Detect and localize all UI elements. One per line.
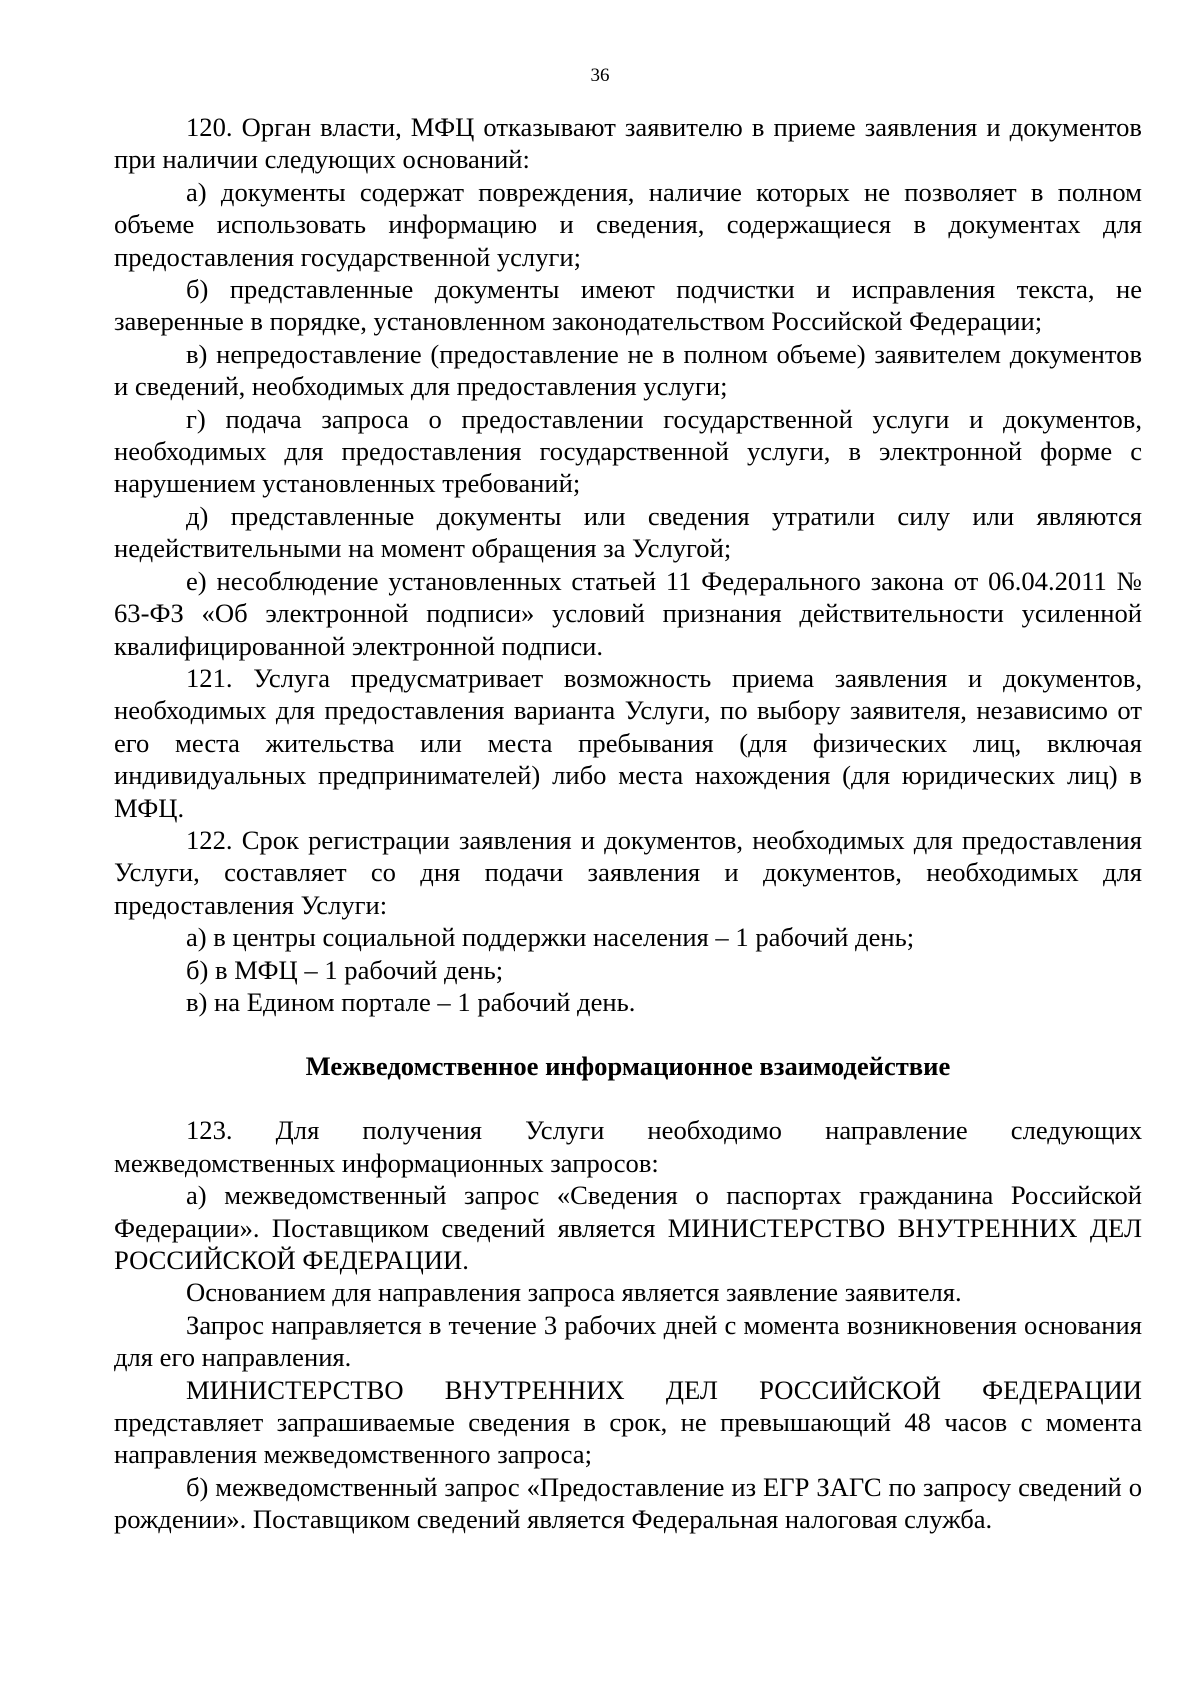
section-heading: Межведомственное информационное взаимодействие [305, 1051, 951, 1082]
page-number: 36 [590, 65, 610, 86]
paragraph-121: 121. Услуга предусматривает возможность приема заявления и документов, необходимых для предоставления варианта Услуги, по выбору заявителя, независимо от его места жительства или места пребывания (для физических лиц, включая индивидуальных предпринимателей) либо места нахождения (для юридических лиц) в МФЦ. [114, 662, 1142, 823]
paragraph-120: 120. Орган власти, МФЦ отказывают заявителю в приеме заявления и документов при наличии следующих оснований: [114, 112, 1142, 175]
paragraph-request-basis: Основанием для направления запроса является заявление заявителя. [186, 1277, 962, 1308]
paragraph-123-a: а) межведомственный запрос «Сведения о паспортах гражданина Российской Федерации». Поставщиком сведений является МИНИСТЕРСТВО ВНУТРЕННИХ ДЕЛ РОССИЙСКОЙ ФЕДЕРАЦИИ. [114, 1180, 1142, 1275]
paragraph-120-e: е) несоблюдение установленных статьей 11 Федерального закона от 06.04.2011 № 63-ФЗ «Об электронной подписи» условий признания действительности усиленной квалифицированной электронной подписи. [114, 565, 1142, 661]
paragraph-120-v: в) непредоставление (предоставление не в полном объеме) заявителем документов и сведений, необходимых для предоставления услуги; [114, 338, 1142, 402]
paragraph-122-b: б) в МФЦ – 1 рабочий день; [186, 954, 504, 985]
paragraph-request-deadline: Запрос направляется в течение 3 рабочих дней с момента возникновения основания для его направления. [114, 1309, 1142, 1373]
paragraph-120-b: б) представленные документы имеют подчистки и исправления текста, не заверенные в порядке, установленном законодательством Российской Федерации; [114, 274, 1142, 337]
paragraph-123: 123. Для получения Услуги необходимо направление следующих межведомственных информационных запросов: [114, 1115, 1142, 1178]
paragraph-response-deadline: МИНИСТЕРСТВО ВНУТРЕННИХ ДЕЛ РОССИЙСКОЙ ФЕДЕРАЦИИ представляет запрашиваемые сведения в срок, не превышающий 48 часов с момента направления межведомственного запроса; [114, 1374, 1142, 1470]
page-content [114, 111, 1142, 1536]
paragraph-123-b: б) межведомственный запрос «Предоставление из ЕГР ЗАГС по запросу сведений о рождении». Поставщиком сведений является Федеральная налоговая служба. [114, 1471, 1142, 1535]
paragraph-120-a: а) документы содержат повреждения, наличие которых не позволяет в полном объеме использовать информацию и сведения, содержащиеся в документах для предоставления государственной услуги; [114, 176, 1142, 272]
paragraph-122: 122. Срок регистрации заявления и документов, необходимых для предоставления Услуги, составляет со дня подачи заявления и документов, необходимых для предоставления Услуги: [114, 824, 1142, 920]
paragraph-122-v: в) на Едином портале – 1 рабочий день. [186, 986, 636, 1017]
paragraph-120-d: д) представленные документы или сведения утратили силу или являются недействительными на момент обращения за Услугой; [114, 500, 1142, 564]
paragraph-122-a: а) в центры социальной поддержки населения – 1 рабочий день; [186, 922, 915, 953]
paragraph-120-g: г) подача запроса о предоставлении государственной услуги и документов, необходимых для предоставления государственной услуги, в электронной форме с нарушением установленных требований; [114, 403, 1142, 499]
